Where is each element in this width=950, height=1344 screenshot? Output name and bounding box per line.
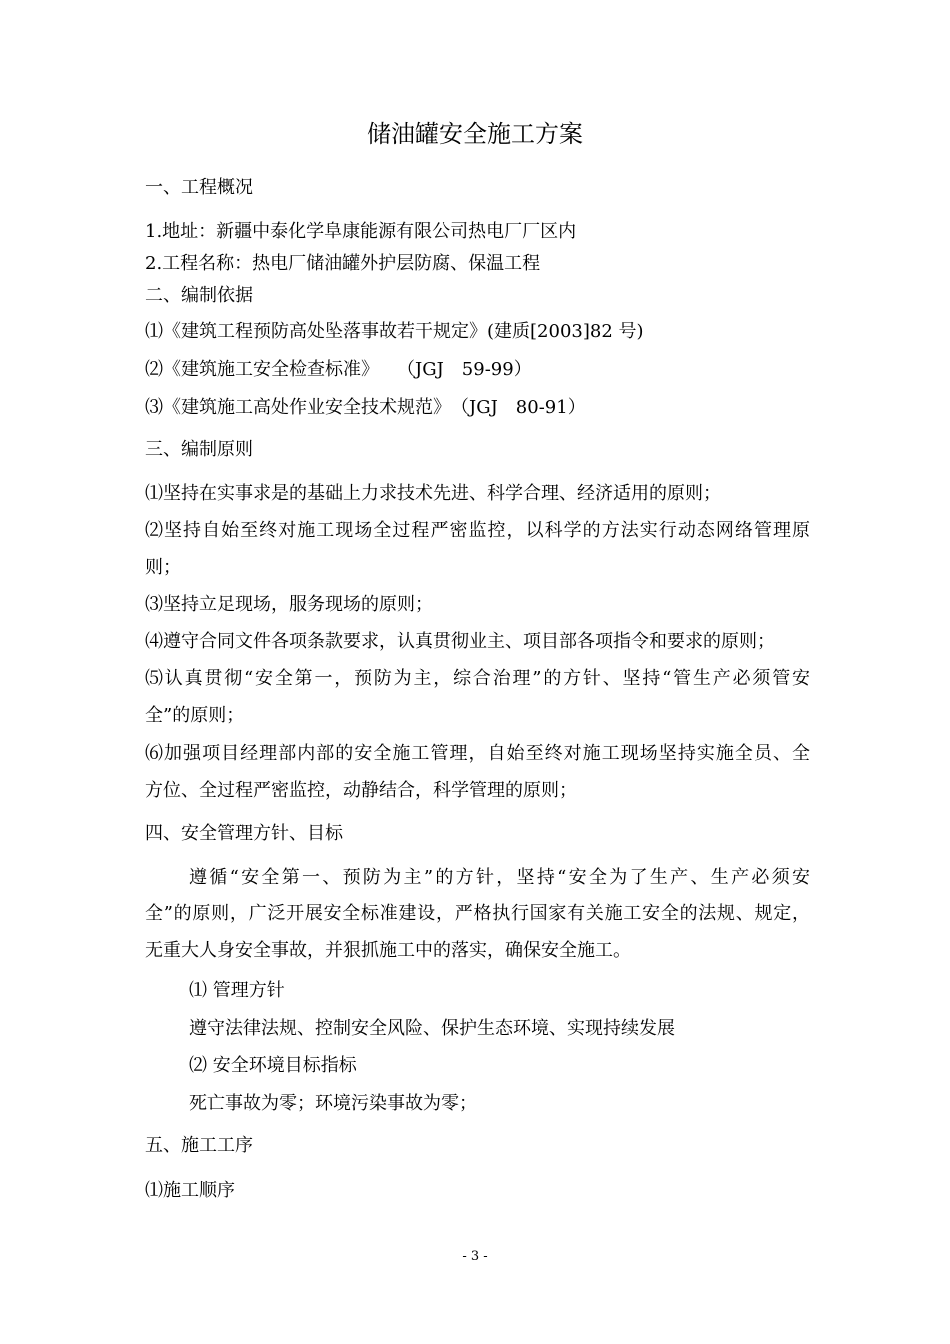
policy-paragraph-line-3: 无重大人身安全事故，并狠抓施工中的落实，确保安全施工。 bbox=[145, 940, 631, 961]
principle-item-5: ⑸认真贯彻“安全第一，预防为主，综合治理”的方针、坚持“管生产必须管安 bbox=[145, 668, 810, 689]
basis-item-2: ⑵《建筑施工安全检查标准》 （JGJ 59-99） bbox=[145, 359, 532, 380]
safety-target-text: 死亡事故为零；环境污染事故为零； bbox=[189, 1093, 477, 1114]
heading-principles: 三、编制原则 bbox=[145, 439, 253, 460]
principle-item-6: ⑹加强项目经理部内部的安全施工管理，自始至终对施工现场坚持实施全员、全 bbox=[145, 743, 810, 764]
heading-procedure: 五、施工工序 bbox=[145, 1135, 253, 1156]
policy-paragraph-line-1: 遵循“安全第一、预防为主”的方针，坚持“安全为了生产、生产必须安 bbox=[189, 867, 810, 888]
address-line: 1.地址：新疆中泰化学阜康能源有限公司热电厂厂区内 bbox=[145, 221, 577, 242]
policy-paragraph-line-2: 全”的原则，广泛开展安全标准建设，严格执行国家有关施工安全的法规、规定， bbox=[145, 903, 810, 924]
safety-target-heading: ⑵ 安全环境目标指标 bbox=[189, 1055, 357, 1076]
basis-item-1: ⑴《建筑工程预防高处坠落事故若干规定》(建质[2003]82 号) bbox=[145, 321, 644, 342]
principle-item-4: ⑷遵守合同文件各项条款要求，认真贯彻业主、项目部各项指令和要求的原则； bbox=[145, 631, 775, 652]
procedure-item-1: ⑴施工顺序 bbox=[145, 1180, 235, 1201]
principle-item-5-cont: 全”的原则； bbox=[145, 705, 245, 726]
principle-item-1: ⑴坚持在实事求是的基础上力求技术先进、科学合理、经济适用的原则； bbox=[145, 483, 721, 504]
principle-item-6-cont: 方位、全过程严密监控，动静结合，科学管理的原则； bbox=[145, 780, 577, 801]
management-policy-heading: ⑴ 管理方针 bbox=[189, 980, 285, 1001]
management-policy-text: 遵守法律法规、控制安全风险、保护生态环境、实现持续发展 bbox=[189, 1018, 675, 1039]
heading-basis: 二、编制依据 bbox=[145, 285, 253, 306]
basis-item-3: ⑶《建筑施工高处作业安全技术规范》 （JGJ 80-91） bbox=[145, 397, 586, 418]
principle-item-2-cont: 则； bbox=[145, 557, 181, 578]
principle-item-3: ⑶坚持立足现场，服务现场的原则； bbox=[145, 594, 433, 615]
document-title: 储油罐安全施工方案 bbox=[367, 120, 583, 148]
heading-project-overview: 一、工程概况 bbox=[145, 177, 253, 198]
heading-policy-goals: 四、安全管理方针、目标 bbox=[145, 823, 343, 844]
project-name-line: 2.工程名称：热电厂储油罐外护层防腐、保温工程 bbox=[145, 253, 541, 274]
page-number: - 3 - bbox=[462, 1249, 488, 1264]
principle-item-2: ⑵坚持自始至终对施工现场全过程严密监控，以科学的方法实行动态网络管理原 bbox=[145, 520, 810, 541]
